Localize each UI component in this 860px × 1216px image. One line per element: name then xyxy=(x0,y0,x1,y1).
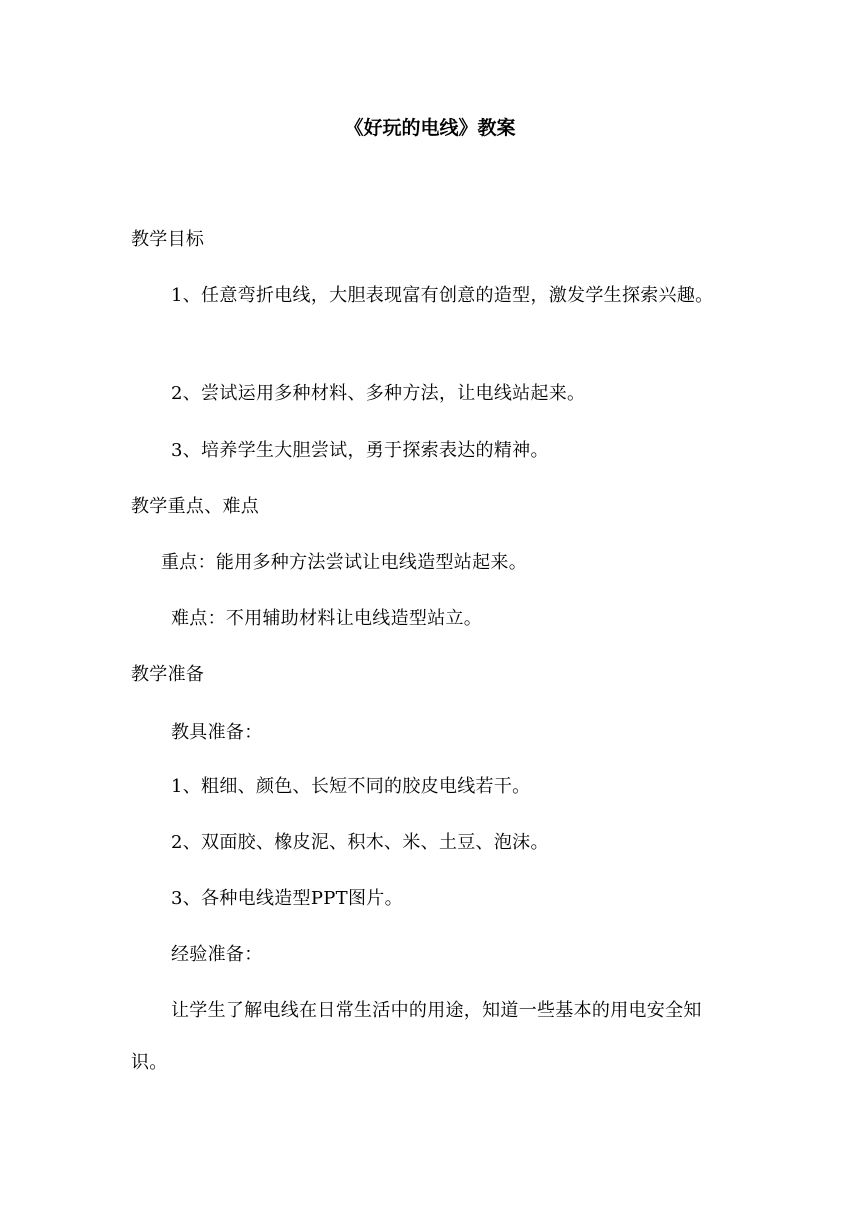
goal-item-1: 1、任意弯折电线，大胆表现富有创意的造型，激发学生探索兴趣。 xyxy=(171,285,714,306)
experience-label: 经验准备： xyxy=(171,944,263,965)
tool-item-2: 2、双面胶、橡皮泥、积木、米、土豆、泡沫。 xyxy=(171,832,549,853)
tool-item-1: 1、粗细、颜色、长短不同的胶皮电线若干。 xyxy=(171,776,531,797)
section-heading-preparation: 教学准备 xyxy=(131,664,205,685)
section-heading-goals: 教学目标 xyxy=(131,229,205,250)
goal-item-3: 3、培养学生大胆尝试，勇于探索表达的精神。 xyxy=(171,440,549,461)
tools-label: 教具准备： xyxy=(171,722,263,743)
section-heading-key-points: 教学重点、难点 xyxy=(131,496,260,517)
difficulty-text: 难点：不用辅助材料让电线造型站立。 xyxy=(171,608,483,629)
experience-text: 让学生了解电线在日常生活中的用途，知道一些基本的用电安全知识。 xyxy=(131,1000,702,1073)
tool-item-3: 3、各种电线造型PPT图片。 xyxy=(171,888,403,909)
key-point-text: 重点：能用多种方法尝试让电线造型站起来。 xyxy=(161,552,527,573)
goal-item-2: 2、尝试运用多种材料、多种方法，让电线站起来。 xyxy=(171,383,586,404)
document-title: 《好玩的电线》教案 xyxy=(344,117,516,139)
